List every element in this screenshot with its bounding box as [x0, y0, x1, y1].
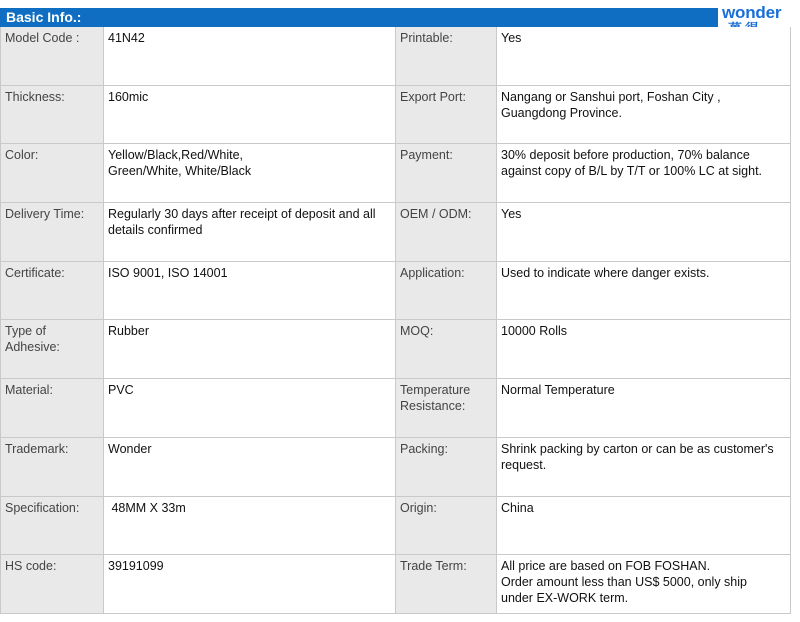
field-value: Yellow/Black,Red/White, Green/White, White/Black — [104, 144, 396, 203]
field-value: 30% deposit before production, 70% balance against copy of B/L by T/T or 100% LC at sight. — [497, 144, 791, 203]
field-value: Yes — [497, 27, 791, 86]
field-label: Packing: — [396, 438, 497, 497]
field-label: Trademark: — [0, 438, 104, 497]
table-row — [0, 262, 791, 321]
field-label: Application: — [396, 262, 497, 321]
field-label: Model Code : — [0, 27, 104, 86]
field-value: 160mic — [104, 86, 396, 145]
table-row — [0, 86, 791, 145]
field-value: PVC — [104, 379, 396, 438]
field-value: Nangang or Sanshui port, Foshan City , Guangdong Province. — [497, 86, 791, 145]
field-value: 41N42 — [104, 27, 396, 86]
basic-info-table — [0, 27, 791, 614]
field-label: OEM / ODM: — [396, 203, 497, 262]
field-label: Material: — [0, 379, 104, 438]
field-label: Export Port: — [396, 86, 497, 145]
field-value: Wonder — [104, 438, 396, 497]
field-label: Type of Adhesive: — [0, 320, 104, 379]
field-label: Trade Term: — [396, 555, 497, 614]
field-label: Color: — [0, 144, 104, 203]
field-label: Delivery Time: — [0, 203, 104, 262]
table-row — [0, 27, 791, 86]
table-row — [0, 203, 791, 262]
field-label: Thickness: — [0, 86, 104, 145]
field-label: HS code: — [0, 555, 104, 614]
field-value: Rubber — [104, 320, 396, 379]
field-value: 10000 Rolls — [497, 320, 791, 379]
table-row — [0, 320, 791, 379]
table-row — [0, 497, 791, 556]
header-bar — [0, 8, 718, 27]
field-label: Printable: — [396, 27, 497, 86]
table-row — [0, 438, 791, 497]
field-value: Yes — [497, 203, 791, 262]
field-label: Origin: — [396, 497, 497, 556]
section-title: Basic Info.: — [6, 9, 82, 25]
field-label: MOQ: — [396, 320, 497, 379]
field-value: Shrink packing by carton or can be as customer's request. — [497, 438, 791, 497]
field-label: Certificate: — [0, 262, 104, 321]
table-row — [0, 379, 791, 438]
field-value: Used to indicate where danger exists. — [497, 262, 791, 321]
table-row — [0, 555, 791, 614]
field-value: Regularly 30 days after receipt of deposit and all details confirmed — [104, 203, 396, 262]
field-value: ISO 9001, ISO 14001 — [104, 262, 396, 321]
logo-text-en: wonder — [722, 3, 782, 22]
field-label: Payment: — [396, 144, 497, 203]
field-label: Specification: — [0, 497, 104, 556]
field-value: China — [497, 497, 791, 556]
field-value: Normal Temperature — [497, 379, 791, 438]
table-row — [0, 144, 791, 203]
field-value: 39191099 — [104, 555, 396, 614]
field-value: 48MM X 33m — [104, 497, 396, 556]
field-value: All price are based on FOB FOSHAN. Order amount less than US$ 5000, only ship under EX-WORK term. — [497, 555, 791, 614]
field-label: Temperature Resistance: — [396, 379, 497, 438]
